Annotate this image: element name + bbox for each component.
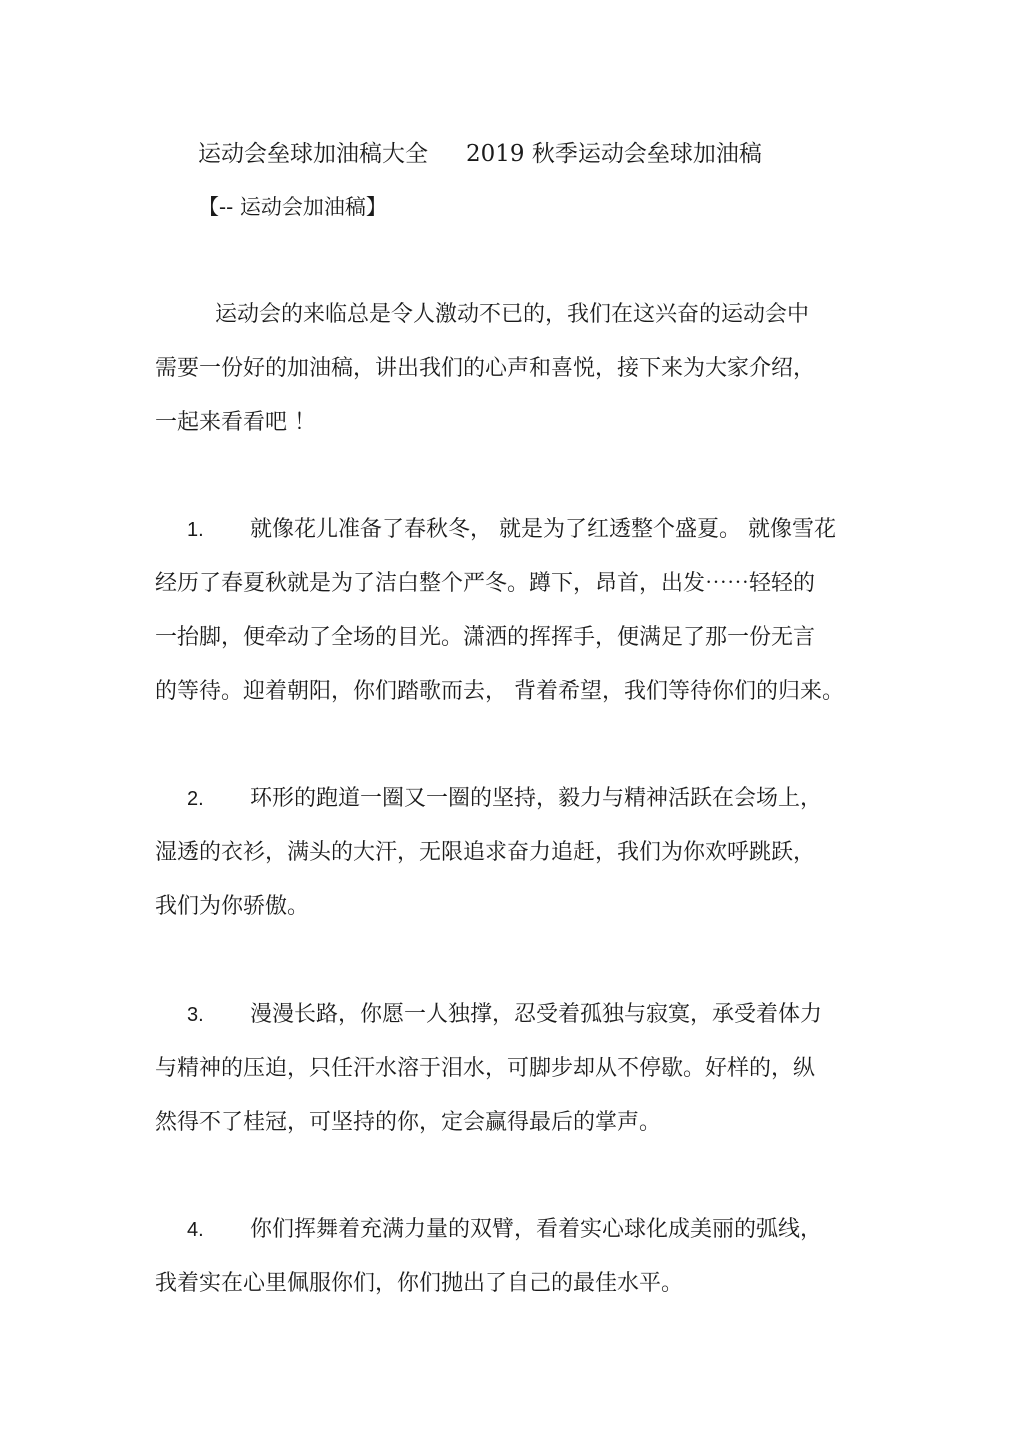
- section-number: 3.: [187, 1004, 204, 1026]
- section-line: 的等待。迎着朝阳，你们踏歌而去， 背着希望，我们等待你们的归来。: [155, 679, 844, 704]
- intro-paragraph: [155, 288, 875, 450]
- title-part-1: 运动会垒球加油稿大全: [198, 141, 428, 167]
- section-4: [155, 1203, 875, 1311]
- title-part-2: 2019 秋季运动会垒球加油稿: [466, 141, 762, 167]
- section-line: [155, 503, 875, 557]
- document-subtitle: 【-- 运动会加油稿】: [198, 195, 387, 219]
- section-1: [155, 503, 875, 719]
- section-line: [155, 772, 875, 826]
- section-number: 1.: [187, 519, 204, 541]
- intro-line: 一起来看看吧 ！: [155, 410, 316, 435]
- section-line: 然得不了桂冠，可坚持的你，定会赢得最后的掌声。: [155, 1110, 662, 1135]
- section-text: 就像花儿准备了春秋冬， 就是为了红透整个盛夏。 就像雪花: [250, 517, 836, 542]
- section-text: 你们挥舞着充满力量的双臂，看着实心球化成美丽的弧线，: [250, 1217, 823, 1242]
- section-line: 经历了春夏秋就是为了洁白整个严冬。蹲下，昂首，出发⋯⋯轻轻的: [155, 571, 816, 596]
- section-text: 环形的跑道一圈又一圈的坚持，毅力与精神活跃在会场上，: [250, 786, 823, 811]
- section-text: 漫漫长路，你愿一人独撑，忍受着孤独与寂寞，承受着体力: [250, 1002, 823, 1027]
- intro-line: 需要一份好的加油稿，讲出我们的心声和喜悦，接下来为大家介绍，: [155, 356, 816, 381]
- section-number: 4.: [187, 1219, 204, 1241]
- document-title: [198, 136, 762, 172]
- section-2: [155, 772, 875, 934]
- section-line: 我着实在心里佩服你们，你们抛出了自己的最佳水平。: [155, 1271, 684, 1296]
- section-number: 2.: [187, 788, 204, 810]
- section-line: 一抬脚，便牵动了全场的目光。潇洒的挥挥手，便满足了那一份无言: [155, 625, 816, 650]
- section-line: 我们为你骄傲。: [155, 894, 310, 919]
- section-3: [155, 988, 875, 1150]
- intro-line: 运动会的来临总是令人激动不已的，我们在这兴奋的运动会中: [215, 302, 810, 327]
- section-line: [155, 1203, 875, 1257]
- section-line: 湿透的衣衫，满头的大汗，无限追求奋力追赶，我们为你欢呼跳跃，: [155, 840, 816, 865]
- section-line: [155, 988, 875, 1042]
- section-line: 与精神的压迫，只任汗水溶于泪水，可脚步却从不停歇。好样的，纵: [155, 1056, 816, 1081]
